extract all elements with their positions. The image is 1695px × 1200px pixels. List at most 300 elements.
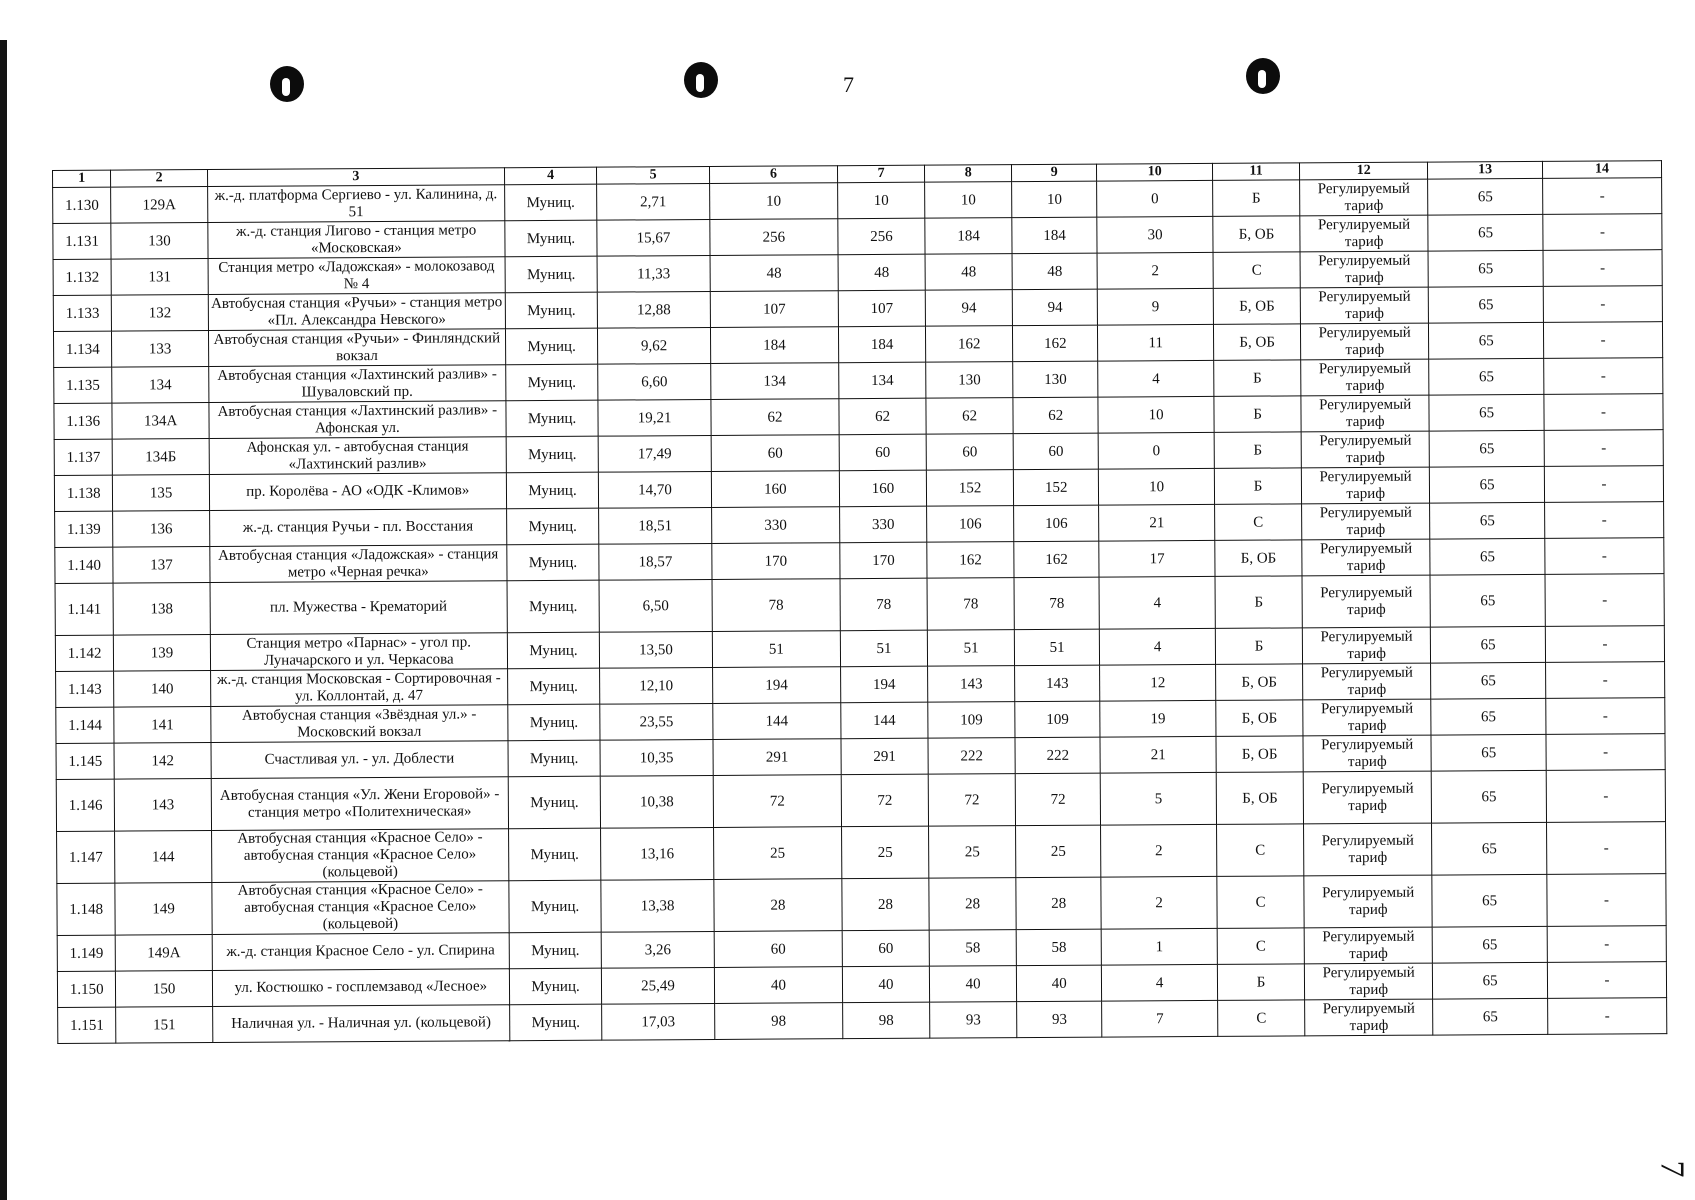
route-description-cell: Наличная ул. - Наличная ул. (кольцевой): [212, 1005, 509, 1043]
route-number-cell: 136: [113, 511, 210, 548]
route-number-cell: 130: [111, 223, 208, 260]
route-number-cell: 151: [116, 1007, 213, 1044]
item-number-cell: 1.135: [54, 367, 113, 403]
stops-backward-cell: 60: [842, 930, 929, 967]
route-length-cell: 6,50: [599, 579, 712, 632]
tariff-type-cell: Регулируемый тариф: [1301, 395, 1429, 432]
tariff-type-cell: Регулируемый тариф: [1301, 431, 1429, 468]
route-number-cell: 149: [115, 883, 212, 936]
column-10-cell: 4: [1099, 576, 1215, 629]
route-length-cell: 14,70: [599, 471, 712, 508]
route-length-cell: 6,60: [598, 363, 711, 400]
column-14-cell: -: [1546, 662, 1665, 699]
column-10-cell: 0: [1097, 180, 1213, 217]
stops-backward-cell: 98: [843, 1002, 930, 1039]
route-length-cell: 2,71: [597, 183, 710, 220]
column-14-cell: -: [1544, 466, 1663, 503]
column-14-cell: -: [1546, 698, 1665, 735]
stops-on-request-backward-cell: 51: [1015, 629, 1100, 666]
route-number-cell: 150: [116, 971, 213, 1008]
stops-forward-cell: 291: [713, 739, 841, 776]
stops-backward-cell: 107: [838, 290, 925, 327]
punch-hole-center: [684, 62, 718, 98]
route-description-cell: Автобусная станция «Звёздная ул.» - Московский вокзал: [211, 705, 508, 743]
stops-on-request-backward-cell: 28: [1016, 877, 1101, 930]
item-number-cell: 1.140: [55, 547, 114, 583]
stops-on-request-forward-cell: 10: [925, 182, 1012, 219]
column-10-cell: 2: [1097, 252, 1213, 289]
stops-on-request-backward-cell: 162: [1014, 541, 1099, 578]
carrier-type-cell: Муниц.: [505, 256, 597, 293]
vehicle-class-cell: Б: [1217, 964, 1304, 1001]
stops-on-request-backward-cell: 222: [1015, 737, 1100, 774]
vehicle-class-cell: Б, ОБ: [1213, 288, 1300, 325]
column-14-cell: -: [1547, 962, 1666, 999]
stops-on-request-backward-cell: 25: [1016, 825, 1101, 878]
route-length-cell: 18,57: [599, 543, 712, 580]
item-number-cell: 1.142: [55, 635, 114, 671]
stops-on-request-forward-cell: 162: [927, 542, 1014, 579]
stops-on-request-forward-cell: 106: [927, 506, 1014, 543]
column-10-cell: 5: [1100, 772, 1216, 825]
route-description-cell: Станция метро «Ладожская» - молокозавод № 4: [208, 257, 505, 295]
route-number-cell: 134А: [112, 403, 209, 440]
vehicle-class-cell: Б: [1215, 576, 1302, 629]
carrier-type-cell: Муниц.: [505, 292, 597, 329]
column-13-cell: 65: [1431, 734, 1546, 771]
header-column-13: 13: [1428, 161, 1543, 179]
header-route-length: 5: [597, 166, 710, 184]
route-length-cell: 10,35: [600, 739, 713, 776]
stops-on-request-backward-cell: 10: [1012, 181, 1097, 218]
carrier-type-cell: Муниц.: [507, 544, 599, 581]
stops-backward-cell: 256: [838, 218, 925, 255]
stops-on-request-forward-cell: 51: [927, 630, 1014, 667]
stops-on-request-forward-cell: 143: [928, 666, 1015, 703]
route-description-cell: ж.-д. платформа Сергиево - ул. Калинина, д. 51: [207, 185, 504, 223]
stops-on-request-backward-cell: 78: [1014, 577, 1099, 630]
route-description-cell: Автобусная станция «Лахтинский разлив» - Шуваловский пр.: [208, 365, 505, 403]
column-10-cell: 2: [1101, 824, 1217, 877]
stops-on-request-forward-cell: 58: [929, 930, 1016, 967]
column-10-cell: 30: [1097, 216, 1213, 253]
stops-on-request-forward-cell: 162: [926, 326, 1013, 363]
item-number-cell: 1.151: [58, 1007, 117, 1043]
carrier-type-cell: Муниц.: [508, 704, 600, 741]
stops-on-request-backward-cell: 94: [1012, 289, 1097, 326]
route-length-cell: 23,55: [600, 703, 713, 740]
item-number-cell: 1.136: [54, 403, 113, 439]
column-13-cell: 65: [1428, 214, 1543, 251]
route-number-cell: 137: [113, 547, 210, 584]
tariff-type-cell: Регулируемый тариф: [1302, 539, 1430, 576]
route-number-cell: 133: [112, 331, 209, 368]
route-number-cell: 149А: [116, 935, 213, 972]
column-13-cell: 65: [1428, 286, 1543, 323]
tariff-type-cell: Регулируемый тариф: [1304, 927, 1432, 964]
column-13-cell: 65: [1432, 926, 1547, 963]
column-14-cell: -: [1545, 626, 1664, 663]
route-description-cell: ж.-д. станция Красное Село - ул. Спирина: [212, 933, 509, 971]
vehicle-class-cell: С: [1213, 252, 1300, 289]
stops-backward-cell: 160: [839, 470, 926, 507]
route-description-cell: пр. Королёва - АО «ОДК -Климов»: [209, 473, 506, 511]
carrier-type-cell: Муниц.: [509, 968, 601, 1005]
stops-backward-cell: 62: [839, 398, 926, 435]
route-description-cell: Счастливая ул. - ул. Доблести: [211, 741, 508, 779]
stops-on-request-forward-cell: 109: [928, 702, 1015, 739]
route-description-cell: Автобусная станция «Ручьи» - станция метро «Пл. Александра Невского»: [208, 293, 505, 331]
item-number-cell: 1.147: [57, 831, 116, 883]
item-number-cell: 1.148: [57, 883, 116, 935]
stops-forward-cell: 134: [711, 363, 839, 400]
header-item-number: 1: [53, 170, 112, 187]
stops-backward-cell: 40: [842, 966, 929, 1003]
carrier-type-cell: Муниц.: [506, 472, 598, 509]
stops-forward-cell: 194: [712, 667, 840, 704]
stops-backward-cell: 28: [842, 878, 929, 931]
column-10-cell: 2: [1101, 876, 1217, 929]
stops-on-request-backward-cell: 58: [1016, 929, 1101, 966]
column-13-cell: 65: [1429, 394, 1544, 431]
stops-forward-cell: 60: [711, 435, 839, 472]
tariff-type-cell: Регулируемый тариф: [1302, 503, 1430, 540]
column-13-cell: 65: [1432, 874, 1547, 927]
carrier-type-cell: Муниц.: [506, 364, 598, 401]
carrier-type-cell: Муниц.: [506, 436, 598, 473]
stops-on-request-forward-cell: 222: [928, 738, 1015, 775]
stops-backward-cell: 78: [840, 578, 927, 631]
header-stops-on-request-backward: 9: [1012, 164, 1097, 182]
tariff-type-cell: Регулируемый тариф: [1303, 735, 1431, 772]
column-13-cell: 65: [1428, 250, 1543, 287]
column-10-cell: 1: [1101, 928, 1217, 965]
carrier-type-cell: Муниц.: [508, 740, 600, 777]
column-14-cell: -: [1543, 322, 1662, 359]
route-number-cell: 134: [112, 367, 209, 404]
column-14-cell: -: [1543, 250, 1662, 287]
table-body: [53, 178, 1667, 1044]
route-length-cell: 17,49: [598, 435, 711, 472]
header-stops-on-request-forward: 8: [925, 165, 1012, 183]
column-10-cell: 4: [1102, 964, 1218, 1001]
stops-on-request-forward-cell: 184: [925, 218, 1012, 255]
carrier-type-cell: Муниц.: [509, 880, 602, 933]
route-number-cell: 140: [114, 671, 211, 708]
header-stops-forward: 6: [709, 166, 837, 184]
stops-on-request-backward-cell: 93: [1017, 1001, 1102, 1038]
carrier-type-cell: Муниц.: [508, 828, 601, 881]
route-description-cell: ж.-д. станция Московская - Сортировочная - ул. Коллонтай, д. 47: [210, 669, 507, 707]
column-14-cell: -: [1543, 286, 1662, 323]
route-length-cell: 13,16: [601, 827, 714, 880]
tariff-type-cell: Регулируемый тариф: [1300, 179, 1428, 216]
header-column-14: 14: [1543, 161, 1662, 179]
column-10-cell: 21: [1100, 736, 1216, 773]
column-13-cell: 65: [1430, 538, 1545, 575]
stops-on-request-backward-cell: 152: [1014, 469, 1099, 506]
carrier-type-cell: Муниц.: [510, 1004, 602, 1041]
item-number-cell: 1.143: [56, 671, 115, 707]
item-number-cell: 1.141: [55, 583, 114, 635]
stops-on-request-backward-cell: 162: [1013, 325, 1098, 362]
tariff-type-cell: Регулируемый тариф: [1304, 823, 1432, 876]
column-13-cell: 65: [1433, 998, 1548, 1035]
vehicle-class-cell: Б: [1213, 180, 1300, 217]
stops-on-request-backward-cell: 106: [1014, 505, 1099, 542]
carrier-type-cell: Муниц.: [507, 508, 599, 545]
route-description-cell: пл. Мужества - Крематорий: [210, 581, 508, 635]
column-10-cell: 4: [1098, 360, 1214, 397]
item-number-cell: 1.149: [57, 935, 116, 971]
stops-on-request-backward-cell: 184: [1012, 217, 1097, 254]
tariff-type-cell: Регулируемый тариф: [1302, 575, 1430, 628]
vehicle-class-cell: Б, ОБ: [1216, 772, 1303, 825]
header-stops-backward: 7: [837, 165, 924, 183]
carrier-type-cell: Муниц.: [506, 400, 598, 437]
stops-forward-cell: 60: [714, 931, 842, 968]
stops-on-request-forward-cell: 78: [927, 578, 1014, 631]
stops-backward-cell: 48: [838, 254, 925, 291]
route-length-cell: 25,49: [602, 967, 715, 1004]
item-number-cell: 1.146: [56, 779, 115, 831]
route-length-cell: 19,21: [598, 399, 711, 436]
route-length-cell: 10,38: [600, 775, 713, 828]
route-description-cell: ж.-д. станция Ручьи - пл. Восстания: [209, 509, 506, 547]
vehicle-class-cell: С: [1215, 504, 1302, 541]
route-length-cell: 9,62: [598, 327, 711, 364]
column-14-cell: -: [1545, 538, 1664, 575]
stops-forward-cell: 10: [709, 183, 837, 220]
stops-backward-cell: 72: [841, 774, 928, 827]
stops-forward-cell: 170: [712, 543, 840, 580]
route-description-cell: Автобусная станция «Лахтинский разлив» - Афонская ул.: [209, 401, 506, 439]
item-number-cell: 1.150: [57, 971, 116, 1007]
column-14-cell: -: [1547, 926, 1666, 963]
route-number-cell: 134Б: [113, 439, 210, 476]
stops-forward-cell: 107: [710, 291, 838, 328]
route-length-cell: 15,67: [597, 219, 710, 256]
column-13-cell: 65: [1430, 574, 1545, 627]
column-13-cell: 65: [1431, 662, 1546, 699]
carrier-type-cell: Муниц.: [507, 580, 600, 633]
vehicle-class-cell: Б, ОБ: [1216, 736, 1303, 773]
stops-on-request-forward-cell: 72: [928, 774, 1015, 827]
route-number-cell: 131: [111, 259, 208, 296]
carrier-type-cell: Муниц.: [505, 328, 597, 365]
vehicle-class-cell: С: [1217, 928, 1304, 965]
route-number-cell: 141: [114, 707, 211, 744]
column-10-cell: 17: [1099, 540, 1215, 577]
vehicle-class-cell: Б: [1214, 360, 1301, 397]
column-14-cell: -: [1547, 874, 1666, 927]
route-description-cell: Автобусная станция «Ладожская» - станция метро «Черная речка»: [210, 545, 507, 583]
routes-table: [52, 160, 1667, 1044]
header-vehicle-class: 11: [1213, 163, 1300, 181]
header-route-number: 2: [111, 170, 207, 188]
stops-backward-cell: 330: [840, 506, 927, 543]
stops-backward-cell: 10: [838, 182, 925, 219]
item-number-cell: 1.139: [55, 511, 114, 547]
stops-forward-cell: 98: [714, 1003, 842, 1040]
stops-on-request-forward-cell: 28: [929, 878, 1016, 931]
stops-on-request-forward-cell: 94: [925, 290, 1012, 327]
stops-backward-cell: 184: [838, 326, 925, 363]
stops-on-request-forward-cell: 152: [926, 470, 1013, 507]
corner-handwritten-mark: 7: [1653, 1160, 1691, 1178]
page-number: 7: [843, 72, 854, 97]
punch-hole-left: [270, 66, 304, 102]
route-length-cell: 17,03: [602, 1003, 715, 1040]
column-10-cell: 9: [1097, 288, 1213, 325]
tariff-type-cell: Регулируемый тариф: [1305, 999, 1433, 1036]
tariff-type-cell: Регулируемый тариф: [1303, 699, 1431, 736]
route-number-cell: 135: [113, 475, 210, 512]
column-10-cell: 10: [1099, 468, 1215, 505]
tariff-type-cell: Регулируемый тариф: [1305, 963, 1433, 1000]
column-10-cell: 12: [1100, 664, 1216, 701]
tariff-type-cell: Регулируемый тариф: [1300, 215, 1428, 252]
tariff-type-cell: Регулируемый тариф: [1304, 875, 1432, 928]
vehicle-class-cell: Б, ОБ: [1214, 324, 1301, 361]
stops-backward-cell: 51: [840, 630, 927, 667]
tariff-type-cell: Регулируемый тариф: [1300, 251, 1428, 288]
column-10-cell: 0: [1098, 432, 1214, 469]
carrier-type-cell: Муниц.: [505, 220, 597, 257]
stops-forward-cell: 144: [713, 703, 841, 740]
column-10-cell: 19: [1100, 700, 1216, 737]
carrier-type-cell: Муниц.: [507, 632, 599, 669]
header-route-description: 3: [207, 168, 504, 187]
route-number-cell: 144: [115, 831, 212, 884]
header-column-10: 10: [1097, 163, 1213, 181]
item-number-cell: 1.137: [54, 439, 113, 475]
column-14-cell: -: [1544, 358, 1663, 395]
stops-on-request-backward-cell: 62: [1013, 397, 1098, 434]
tariff-type-cell: Регулируемый тариф: [1303, 663, 1431, 700]
route-number-cell: 143: [115, 779, 212, 832]
stops-forward-cell: 25: [713, 827, 841, 880]
vehicle-class-cell: С: [1218, 1000, 1305, 1037]
route-length-cell: 12,88: [597, 291, 710, 328]
stops-on-request-backward-cell: 40: [1017, 965, 1102, 1002]
item-number-cell: 1.131: [53, 223, 112, 259]
vehicle-class-cell: Б: [1214, 468, 1301, 505]
route-number-cell: 139: [114, 635, 211, 672]
column-14-cell: -: [1545, 502, 1664, 539]
route-description-cell: Автобусная станция «Ул. Жени Егоровой» - станция метро «Политехническая»: [211, 777, 509, 831]
stops-forward-cell: 160: [711, 471, 839, 508]
item-number-cell: 1.132: [53, 259, 112, 295]
column-13-cell: 65: [1431, 626, 1546, 663]
route-description-cell: Станция метро «Парнас» - угол пр. Луначарского и ул. Черкасова: [210, 633, 507, 671]
stops-on-request-forward-cell: 40: [929, 966, 1016, 1003]
column-13-cell: 65: [1433, 962, 1548, 999]
scan-edge-bar: [0, 40, 7, 1200]
tariff-type-cell: Регулируемый тариф: [1301, 359, 1429, 396]
stops-forward-cell: 28: [714, 879, 842, 932]
route-description-cell: Автобусная станция «Ручьи» - Финляндский вокзал: [208, 329, 505, 367]
route-description-cell: Автобусная станция «Красное Село» - автобусная станция «Красное Село» (кольцевой): [212, 881, 510, 935]
vehicle-class-cell: С: [1217, 824, 1304, 877]
vehicle-class-cell: Б: [1214, 432, 1301, 469]
column-13-cell: 65: [1431, 698, 1546, 735]
route-length-cell: 12,10: [600, 667, 713, 704]
vehicle-class-cell: Б: [1215, 628, 1302, 665]
carrier-type-cell: Муниц.: [507, 668, 599, 705]
route-number-cell: 138: [113, 583, 210, 636]
route-length-cell: 11,33: [597, 255, 710, 292]
stops-on-request-forward-cell: 48: [925, 254, 1012, 291]
stops-on-request-backward-cell: 72: [1015, 773, 1100, 826]
vehicle-class-cell: С: [1217, 876, 1304, 929]
vehicle-class-cell: Б, ОБ: [1215, 540, 1302, 577]
column-13-cell: 65: [1431, 770, 1546, 823]
route-number-cell: 132: [112, 295, 209, 332]
column-13-cell: 65: [1432, 822, 1547, 875]
column-13-cell: 65: [1430, 502, 1545, 539]
tariff-type-cell: Регулируемый тариф: [1301, 467, 1429, 504]
column-13-cell: 65: [1429, 322, 1544, 359]
column-14-cell: -: [1546, 770, 1665, 823]
route-description-cell: ул. Костюшко - госплемзавод «Лесное»: [212, 969, 509, 1007]
vehicle-class-cell: Б: [1214, 396, 1301, 433]
header-tariff-type: 12: [1300, 162, 1428, 180]
column-13-cell: 65: [1429, 358, 1544, 395]
route-length-cell: 13,50: [600, 631, 713, 668]
stops-forward-cell: 62: [711, 399, 839, 436]
stops-on-request-forward-cell: 130: [926, 362, 1013, 399]
carrier-type-cell: Муниц.: [505, 184, 597, 221]
stops-backward-cell: 170: [840, 542, 927, 579]
route-description-cell: Автобусная станция «Красное Село» - автобусная станция «Красное Село» (кольцевой): [211, 829, 509, 883]
column-14-cell: -: [1543, 178, 1662, 215]
route-number-cell: 142: [114, 743, 211, 780]
stops-forward-cell: 40: [714, 967, 842, 1004]
stops-backward-cell: 291: [841, 738, 928, 775]
stops-backward-cell: 134: [839, 362, 926, 399]
stops-on-request-backward-cell: 60: [1013, 433, 1098, 470]
stops-forward-cell: 184: [710, 327, 838, 364]
tariff-type-cell: Регулируемый тариф: [1302, 627, 1430, 664]
item-number-cell: 1.134: [53, 331, 112, 367]
column-14-cell: -: [1544, 430, 1663, 467]
column-10-cell: 4: [1100, 628, 1216, 665]
column-13-cell: 65: [1430, 466, 1545, 503]
punch-hole-right: [1246, 58, 1280, 94]
stops-on-request-forward-cell: 25: [929, 826, 1016, 879]
stops-forward-cell: 72: [713, 775, 841, 828]
column-14-cell: -: [1546, 734, 1665, 771]
tariff-type-cell: Регулируемый тариф: [1303, 771, 1431, 824]
carrier-type-cell: Муниц.: [509, 932, 601, 969]
column-10-cell: 21: [1099, 504, 1215, 541]
column-13-cell: 65: [1428, 178, 1543, 215]
column-13-cell: 65: [1429, 430, 1544, 467]
carrier-type-cell: Муниц.: [508, 776, 601, 829]
tariff-type-cell: Регулируемый тариф: [1301, 323, 1429, 360]
vehicle-class-cell: Б, ОБ: [1213, 216, 1300, 253]
item-number-cell: 1.133: [53, 295, 112, 331]
column-14-cell: -: [1548, 998, 1667, 1035]
stops-forward-cell: 78: [712, 579, 840, 632]
stops-backward-cell: 60: [839, 434, 926, 471]
item-number-cell: 1.144: [56, 707, 115, 743]
item-number-cell: 1.130: [53, 187, 112, 223]
stops-forward-cell: 256: [710, 219, 838, 256]
route-description-cell: ж.-д. станция Лигово - станция метро «Московская»: [208, 221, 505, 259]
route-length-cell: 18,51: [599, 507, 712, 544]
